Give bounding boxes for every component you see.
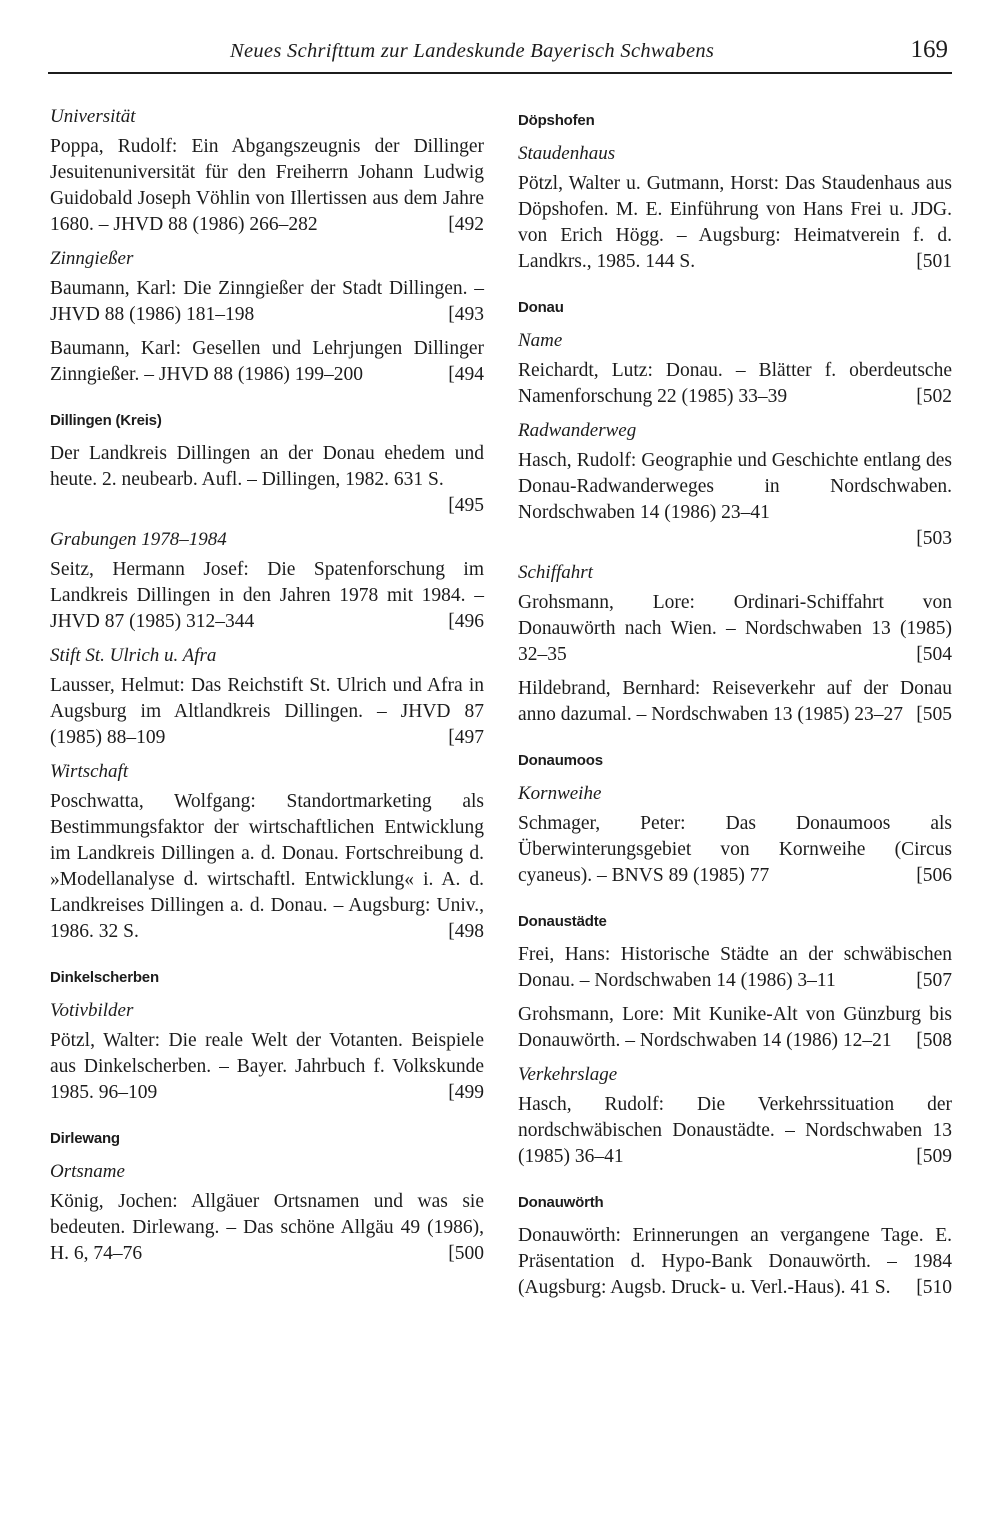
entry-text: König, Jochen: Allgäuer Ortsnamen und was sie bedeuten. Dirlewang. – Das schöne Allgäu 49 (1986), H. 6, 74–76	[50, 1191, 484, 1264]
entry-text: Hildebrand, Bernhard: Reiseverkehr auf der Donau anno dazumal. – Nordschwaben 13 (1985) 23–27	[518, 678, 952, 725]
entry-number: [495	[448, 495, 484, 516]
bibliography-entry	[518, 942, 952, 994]
bibliography-entry	[518, 811, 952, 889]
bibliography-entry	[518, 1092, 952, 1170]
bibliography-entry	[518, 358, 952, 410]
entry-text: Baumann, Karl: Gesellen und Lehrjungen Dillinger Zinngießer. – JHVD 88 (1986) 199–200	[50, 338, 484, 385]
left-column	[50, 104, 484, 1275]
place-heading: Dinkelscherben	[50, 969, 159, 986]
running-header	[48, 36, 952, 74]
entry-number: [505	[916, 704, 952, 725]
entry-text: Der Landkreis Dillingen an der Donau ehedem und heute. 2. neubearb. Aufl. – Dillingen, 1982. 631 S.	[50, 443, 484, 490]
subject-heading: Grabungen 1978–1984	[50, 529, 227, 550]
subject-heading: Stift St. Ulrich u. Afra	[50, 645, 217, 666]
running-title: Neues Schrifttum zur Landeskunde Bayerisch Schwabens	[230, 40, 715, 62]
bibliography-entry	[50, 1189, 484, 1267]
place-heading: Döpshofen	[518, 112, 595, 129]
entry-number: [504	[916, 644, 952, 665]
entry-number: [509	[916, 1146, 952, 1167]
bibliography-entry	[50, 336, 484, 388]
subject-heading: Schiffahrt	[518, 562, 593, 583]
entry-number: [507	[916, 970, 952, 991]
entry-text: Lausser, Helmut: Das Reichstift St. Ulrich und Afra in Augsburg im Altlandkreis Dillingen. – JHVD 87 (1985) 88–109	[50, 675, 484, 748]
bibliography-entry	[50, 276, 484, 328]
entry-text: Pötzl, Walter: Die reale Welt der Votanten. Beispiele aus Dinkelscherben. – Bayer. Jahrbuch f. Volkskunde 1985. 96–109	[50, 1030, 484, 1103]
entry-text: Schmager, Peter: Das Donaumoos als Überwinterungsgebiet von Kornweihe (Circus cyaneus). – BNVS 89 (1985) 77	[518, 813, 952, 886]
entry-text: Poppa, Rudolf: Ein Abgangszeugnis der Dillinger Jesuitenuniversität für den Freiherrn Johann Ludwig Guidobald Joseph Vöhlin von Illertissen aus dem Jahre 1680. – JHVD 88 (1986) 266–282	[50, 136, 484, 235]
place-heading: Donaumoos	[518, 752, 603, 769]
bibliography-entry	[50, 789, 484, 945]
entry-number: [503	[916, 528, 952, 549]
entry-number: [508	[916, 1030, 952, 1051]
subject-heading: Votivbilder	[50, 1000, 134, 1021]
entry-text: Poschwatta, Wolfgang: Standortmarketing als Bestimmungsfaktor der wirtschaftlichen Entwicklung im Landkreis Dillingen a. d. Donau. Fortschreibung d. »Modellanalyse d. wirtschaftl. Entwicklung« i. A. d. Landkreises Dillingen a. d. Donau. – Augsburg: Univ., 1986. 32 S.	[50, 791, 484, 942]
entry-text: Pötzl, Walter u. Gutmann, Horst: Das Staudenhaus aus Döpshofen. M. E. Einführung von Hans Frei u. JDG. von Erich Högg. – Augsburg: Heimatverein f. d. Landkrs., 1985. 144 S.	[518, 173, 952, 272]
bibliography-entry	[518, 1223, 952, 1301]
subject-heading: Universität	[50, 106, 136, 127]
entry-text: Hasch, Rudolf: Geographie und Geschichte entlang des Donau-Radwanderweges in Nordschwaben. Nordschwaben 14 (1986) 23–41	[518, 450, 952, 523]
subject-heading: Wirtschaft	[50, 761, 129, 782]
bibliography-entry	[50, 134, 484, 238]
entry-text: Frei, Hans: Historische Städte an der schwäbischen Donau. – Nordschwaben 14 (1986) 3–11	[518, 944, 952, 991]
page-number: 169	[910, 36, 948, 63]
subject-heading: Name	[518, 330, 563, 351]
bibliography-entry	[518, 676, 952, 728]
bibliography-entry	[518, 1002, 952, 1054]
right-column	[518, 104, 952, 1309]
entry-text: Donauwörth: Erinnerungen an vergangene Tage. E. Präsentation d. Hypo-Bank Donauwörth. – 1984 (Augsburg: Augsb. Druck- u. Verl.-Haus). 41 S.	[518, 1225, 952, 1298]
entry-text: Grohsmann, Lore: Ordinari-Schiffahrt von Donauwörth nach Wien. – Nordschwaben 13 (1985) 32–35	[518, 592, 952, 665]
bibliography-entry	[50, 1028, 484, 1106]
bibliography-entry	[50, 441, 484, 519]
entry-number: [498	[448, 921, 484, 942]
entry-text: Grohsmann, Lore: Mit Kunike-Alt von Günzburg bis Donauwörth. – Nordschwaben 14 (1986) 12–21	[518, 1004, 952, 1051]
bibliography-entry	[50, 673, 484, 751]
entry-text: Reichardt, Lutz: Donau. – Blätter f. oberdeutsche Namenforschung 22 (1985) 33–39	[518, 360, 952, 407]
place-heading: Dirlewang	[50, 1130, 120, 1147]
entry-number: [492	[448, 214, 484, 235]
entry-number: [494	[448, 364, 484, 385]
entry-text: Seitz, Hermann Josef: Die Spatenforschung im Landkreis Dillingen in den Jahren 1978 mit 1984. – JHVD 87 (1985) 312–344	[50, 559, 484, 632]
subject-heading: Radwanderweg	[518, 420, 637, 441]
place-heading: Dillingen (Kreis)	[50, 412, 162, 429]
subject-heading: Zinngießer	[50, 248, 134, 269]
subject-heading: Staudenhaus	[518, 143, 616, 164]
subject-heading: Ortsname	[50, 1161, 125, 1182]
entry-number: [501	[916, 251, 952, 272]
bibliography-entry	[518, 448, 952, 552]
bibliography-entry	[518, 590, 952, 668]
entry-number: [506	[916, 865, 952, 886]
entry-number: [499	[448, 1082, 484, 1103]
place-heading: Donaustädte	[518, 913, 607, 930]
entry-number: [502	[916, 386, 952, 407]
entry-number: [493	[448, 304, 484, 325]
bibliography-entry	[50, 557, 484, 635]
entry-number: [496	[448, 611, 484, 632]
subject-heading: Kornweihe	[518, 783, 602, 804]
entry-text: Hasch, Rudolf: Die Verkehrssituation der nordschwäbischen Donaustädte. – Nordschwaben 13 (1985) 36–41	[518, 1094, 952, 1167]
entry-text: Baumann, Karl: Die Zinngießer der Stadt Dillingen. – JHVD 88 (1986) 181–198	[50, 278, 484, 325]
place-heading: Donauwörth	[518, 1194, 604, 1211]
entry-number: [500	[448, 1243, 484, 1264]
entry-number: [510	[916, 1277, 952, 1298]
subject-heading: Verkehrslage	[518, 1064, 618, 1085]
bibliography-entry	[518, 171, 952, 275]
entry-number: [497	[448, 727, 484, 748]
place-heading: Donau	[518, 299, 564, 316]
